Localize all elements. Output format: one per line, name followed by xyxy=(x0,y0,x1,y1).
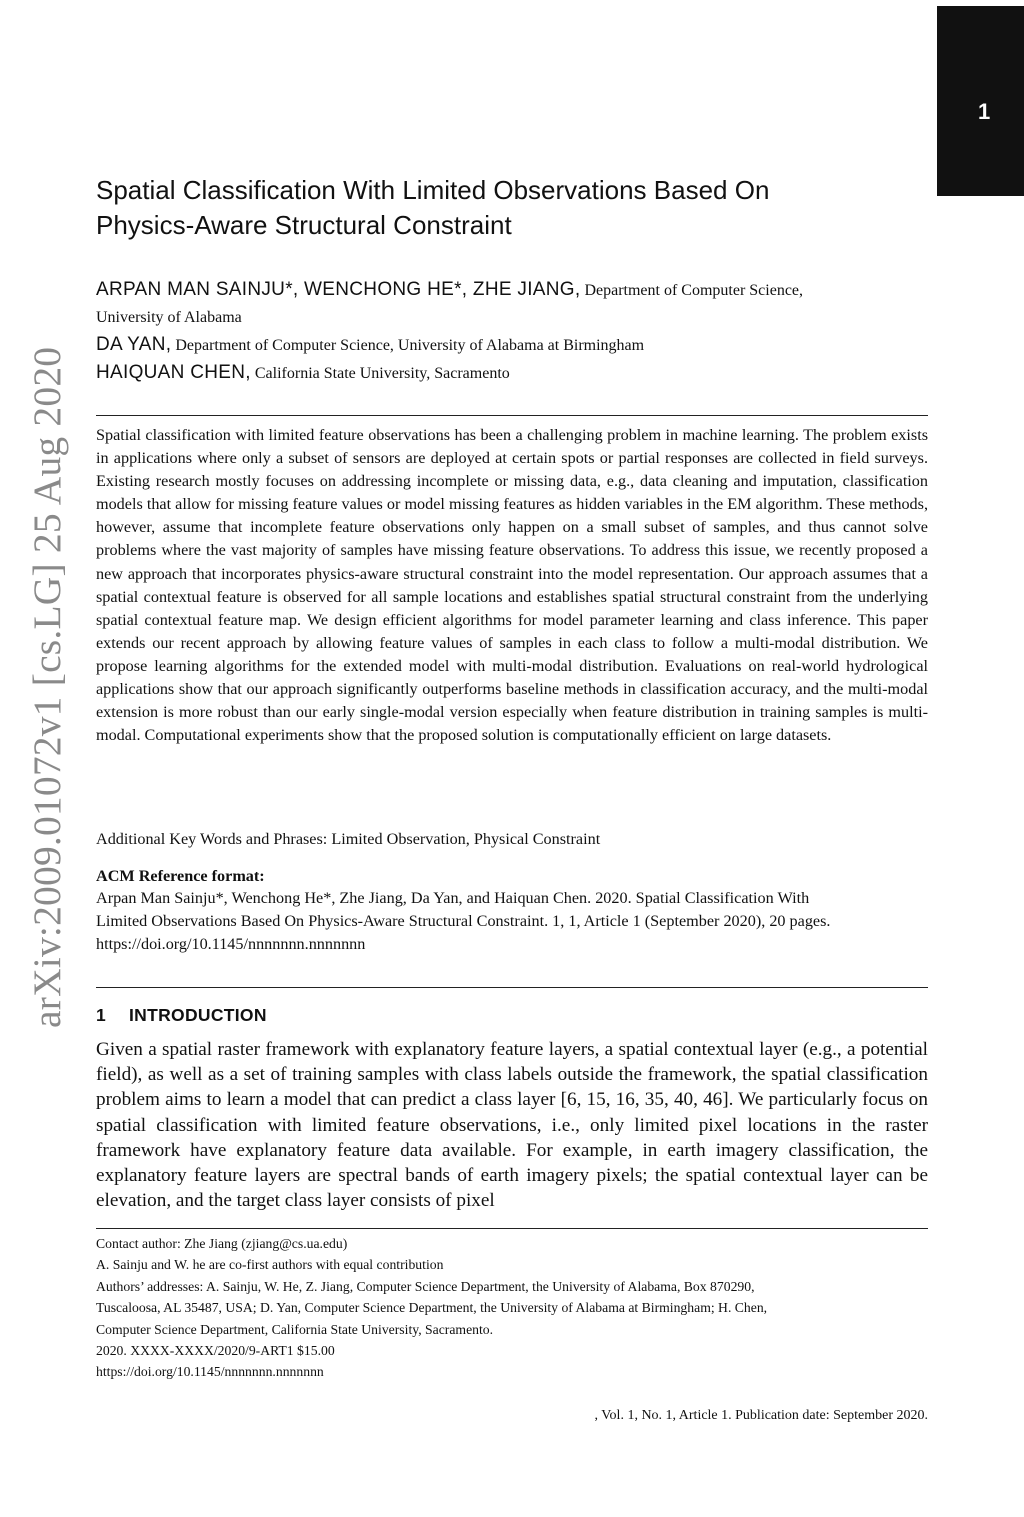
arxiv-stamp: arXiv:2009.01072v1 [cs.LG] 25 Aug 2020 xyxy=(25,346,69,1028)
author-names: ARPAN MAN SAINJU*, WENCHONG HE*, ZHE JIANG, xyxy=(96,279,581,300)
section-rule xyxy=(96,987,928,988)
abstract-top-rule xyxy=(96,415,928,416)
author-line xyxy=(96,359,936,387)
author-line xyxy=(96,304,936,331)
author-affiliation: Department of Computer Science, xyxy=(584,282,804,299)
title-line: Physics-Aware Structural Constraint xyxy=(96,210,512,240)
abstract: Spatial classification with limited feature observations has been a challenging problem in machine learning. The problem exists in applications where only a subset of sensors are deployed at certain spots or partial responses are collected in field surveys. Existing research mostly focuses on addressing incomplete or missing data, e.g., data cleaning and imputation, classification models that allow for missing feature values or model missing features as hidden variables in the EM algorithm. These methods, however, assume that incomplete feature observations only happen on a small subset of samples, and thus cannot solve problems where the vast majority of samples have missing feature observations. To address this issue, we recently proposed a new approach that incorporates physics-aware structural constraint into the model representation. Our approach assumes that a spatial contextual feature is observed for all sample locations and establishes spatial structural constraint from the underlying spatial contextual feature map. We design efficient algorithms for model parameter learning and class inference. This paper extends our recent approach by allowing feature values of samples in each class to follow a multi-modal distribution. We propose learning algorithms for the extended model with multi-modal distribution. Evaluations on real-world hydrological applications show that our approach significantly outperforms baseline methods in classification accuracy, and the multi-modal extension is more robust than our early single-modal version especially when feature distribution in training samples is multi-modal. Computational experiments show that the proposed solution is computationally efficient on large datasets. xyxy=(96,426,928,745)
paper-title xyxy=(96,173,896,243)
author-affiliation: Department of Computer Science, University of Alabama at Birmingham xyxy=(175,337,645,354)
acm-reference-line: Limited Observations Based On Physics-Aware Structural Constraint. 1, 1, Article 1 (September 2020), 20 pages. xyxy=(96,912,831,930)
footnote-line: A. Sainju and W. he are co-first authors with equal contribution xyxy=(96,1257,444,1273)
section-title: INTRODUCTION xyxy=(129,1005,267,1025)
footnotes xyxy=(96,1233,932,1383)
acm-reference xyxy=(96,887,932,956)
section-heading xyxy=(96,1005,267,1026)
author-line xyxy=(96,331,936,359)
acm-reference-line: Arpan Man Sainju*, Wenchong He*, Zhe Jiang, Da Yan, and Haiquan Chen. 2020. Spatial Classification With xyxy=(96,889,810,907)
footnote-line: 2020. XXXX-XXXX/2020/9-ART1 $15.00 xyxy=(96,1343,335,1359)
author-names: HAIQUAN CHEN, xyxy=(96,362,251,383)
footnote-line: https://doi.org/10.1145/nnnnnnn.nnnnnnn xyxy=(96,1364,324,1380)
intro-paragraph: Given a spatial raster framework with explanatory feature layers, a spatial contextual layer (e.g., a potential field), as well as a set of training samples with class labels outside the framework, the spatial classification problem aims to learn a model that can predict a class layer [6, 15, 16, 35, 40, 46]. We particularly focus on spatial classification with limited feature observations, i.e., only limited pixel locations in the raster framework have explanatory feature data available. For example, in earth imagery classification, the explanatory feature layers are spectral bands of earth imagery pixels; the spatial contextual layer can be elevation, and the target class layer consists of pixel xyxy=(96,1039,928,1212)
author-block xyxy=(96,276,936,387)
footnote-rule xyxy=(96,1228,928,1229)
author-names: DA YAN, xyxy=(96,334,172,355)
author-line xyxy=(96,276,936,304)
footnote-line: Tuscaloosa, AL 35487, USA; D. Yan, Computer Science Department, the University of Alabama at Birmingham; H. Chen, xyxy=(96,1300,768,1316)
section-number: 1 xyxy=(96,1005,107,1025)
author-affiliation: California State University, Sacramento xyxy=(254,365,510,382)
page-number: 1 xyxy=(978,99,991,124)
page-footer: , Vol. 1, No. 1, Article 1. Publication date: September 2020. xyxy=(594,1408,928,1423)
author-affiliation: University of Alabama xyxy=(96,309,242,326)
footnote-line: Authors’ addresses: A. Sainju, W. He, Z. Jiang, Computer Science Department, the University of Alabama, Box 870290, xyxy=(96,1278,755,1294)
footnote-line: Computer Science Department, California State University, Sacramento. xyxy=(96,1321,494,1337)
footnote-line: Contact author: Zhe Jiang (zjiang@cs.ua.edu) xyxy=(96,1236,348,1251)
page-number-tab xyxy=(937,6,1024,196)
acm-reference-line: https://doi.org/10.1145/nnnnnnn.nnnnnnn xyxy=(96,935,366,953)
keywords: Additional Key Words and Phrases: Limited Observation, Physical Constraint xyxy=(96,830,601,848)
acm-reference-heading: ACM Reference format: xyxy=(96,867,265,885)
title-line: Spatial Classification With Limited Observations Based On xyxy=(96,175,770,205)
